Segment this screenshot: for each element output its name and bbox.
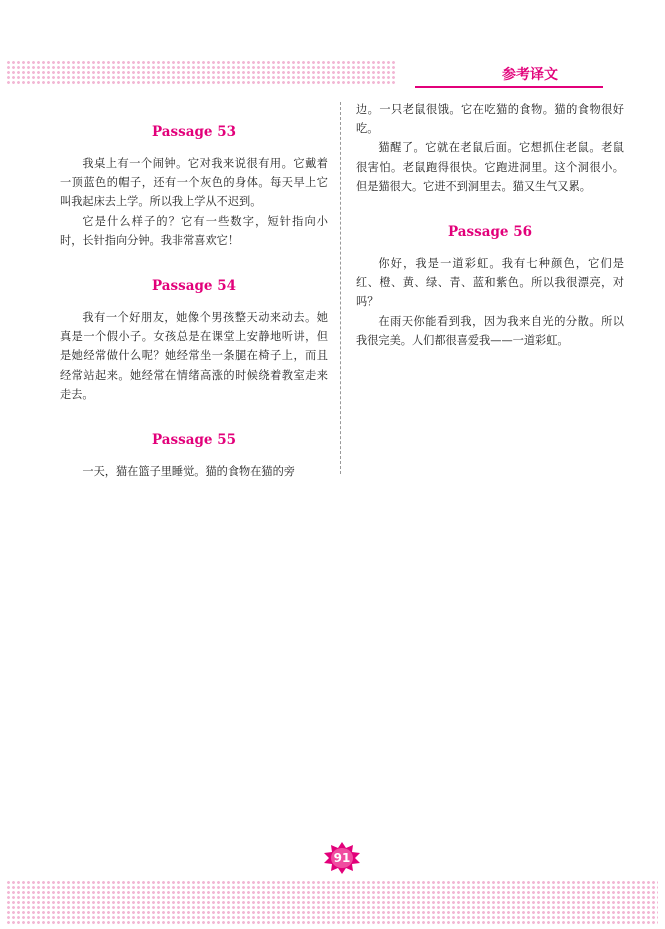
passage-56: [356, 222, 624, 350]
paragraph: 猫醒了。它就在老鼠后面。它想抓住老鼠。老鼠很害怕。老鼠跑得很快。它跑进洞里。这个洞很小。但是猫很大。它进不到洞里去。猫又生气又累。: [356, 141, 624, 193]
paragraph: 我桌上有一个闹钟。它对我来说很有用。它戴着一顶蓝色的帽子，还有一个灰色的身体。每天早上它叫我起床去上学。所以我上学从不迟到。: [60, 157, 328, 209]
paragraph: 在雨天你能看到我，因为我来自光的分散。所以我很完美。人们都很喜爱我——一道彩虹。: [356, 314, 624, 347]
passage-53: [60, 122, 328, 250]
passage-54: [60, 276, 328, 404]
passage-title: Passage 55: [152, 432, 236, 449]
passage-55-continued: [356, 100, 624, 196]
page-number: 91: [333, 851, 351, 865]
column-divider: [340, 102, 341, 474]
passage-55: [60, 430, 328, 481]
passage-title: Passage 56: [448, 224, 532, 241]
paragraph: 一天，猫在篮子里睡觉。猫的食物在猫的旁: [82, 465, 295, 479]
paragraph: 你好，我是一道彩虹。我有七种颜色，它们是红、橙、黄、绿、青、蓝和紫色。所以我很漂亮，对吗？: [356, 257, 624, 309]
paragraph: 我有一个好朋友，她像个男孩整天动来动去。她真是一个假小子。女孩总是在课堂上安静地听讲，但是她经常做什么呢？她经常坐一条腿在椅子上，而且经常站起来。她经常在情绪高涨的时候绕着教室走来走去。: [60, 311, 328, 401]
decorative-dot-band-bottom: [6, 880, 658, 924]
decorative-dot-band-top: [6, 60, 396, 84]
left-column: [60, 122, 328, 481]
passage-title: Passage 53: [152, 124, 236, 140]
passage-title: Passage 54: [152, 278, 236, 295]
header-underline: [415, 86, 603, 88]
right-column: [356, 100, 624, 350]
paragraph: 它是什么样子的？它有一些数字，短针指向小时，长针指向分钟。我非常喜欢它！: [60, 214, 328, 247]
paragraph: 边。一只老鼠很饿。它在吃猫的食物。猫的食物很好吃。: [356, 103, 624, 136]
page-section-title: 参考译文: [502, 67, 558, 83]
